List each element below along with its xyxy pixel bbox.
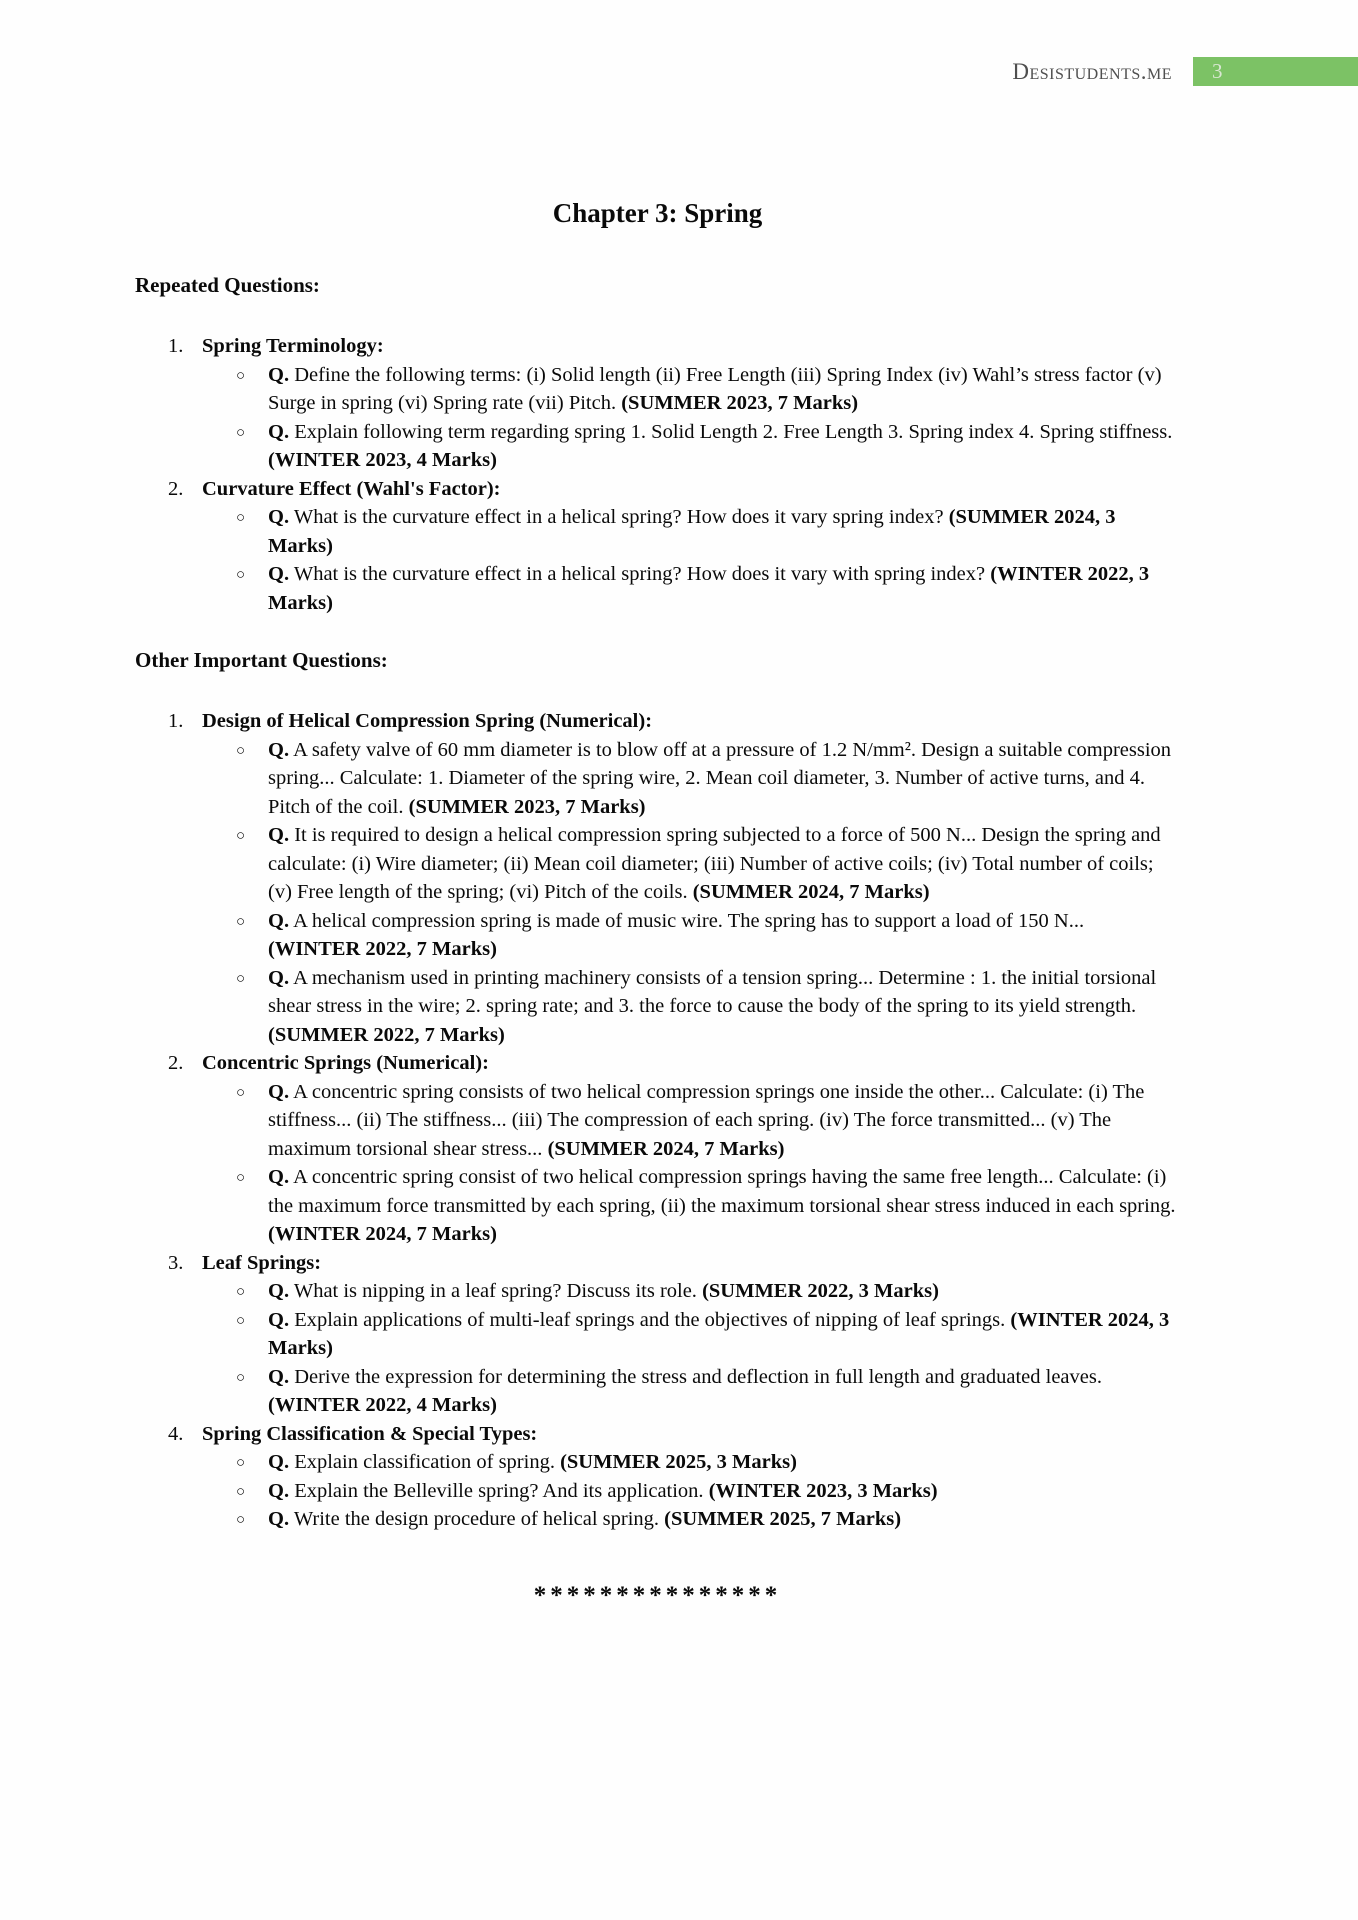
question-label: Q. — [268, 824, 290, 846]
question-label: Q. — [268, 1080, 290, 1103]
topic-title: Concentric Springs (Numerical): — [202, 1052, 489, 1074]
question-row — [135, 361, 1180, 418]
topic-number: 1. — [168, 335, 184, 357]
question-text: A concentric spring consist of two helical compression springs having the same free length... Calculate: (i) the maximum force transmitted by each spring, (ii) the maximum torsional shear stress induced in each spring. — [268, 1166, 1176, 1217]
footer-separator: *************** — [533, 1581, 782, 1609]
page-header — [0, 0, 1358, 86]
question-text: What is the curvature effect in a helical spring? How does it vary spring index? — [293, 506, 944, 528]
bullet-icon: ○ — [236, 510, 246, 526]
question-text: What is the curvature effect in a helical spring? How does it vary with spring index? — [293, 563, 986, 585]
question-row — [135, 1477, 1180, 1506]
question-label: Q. — [268, 738, 290, 761]
question-ref: (WINTER 2023, 4 Marks) — [268, 449, 497, 471]
question-label: Q. — [268, 1451, 290, 1473]
question-ref: (WINTER 2022, 4 Marks) — [268, 1394, 497, 1416]
bullet-icon: ○ — [236, 1483, 246, 1500]
topic-title: Spring Terminology: — [202, 335, 384, 357]
topic-number: 4. — [168, 1422, 184, 1445]
question-label: Q. — [268, 1308, 290, 1331]
question-text: What is nipping in a leaf spring? Discuss its role. — [293, 1280, 697, 1302]
topic-title: Spring Classification & Special Types: — [202, 1422, 538, 1445]
question-ref: (WINTER 2024, 3 Marks) — [268, 1308, 1170, 1359]
bullet-icon: ○ — [236, 1512, 246, 1528]
topic-title: Leaf Springs: — [202, 1251, 322, 1274]
topic-number: 2. — [168, 1052, 184, 1074]
topic-number: 3. — [168, 1251, 184, 1274]
question-ref: (SUMMER 2023, 7 Marks) — [408, 795, 646, 818]
topic-number: 1. — [168, 710, 184, 732]
question-row — [135, 821, 1180, 907]
section-heading-other: Other Important Questions: — [135, 648, 388, 672]
document-content — [135, 196, 1180, 1610]
question-row — [135, 1277, 1180, 1306]
bullet-icon: ○ — [236, 424, 246, 441]
question-text: Explain following term regarding spring 1. Solid Length 2. Free Length 3. Spring index 4. Spring stiffness. — [294, 420, 1173, 443]
question-row — [135, 907, 1180, 964]
question-ref: (SUMMER 2024, 7 Marks) — [692, 881, 930, 903]
question-ref: (SUMMER 2022, 7 Marks) — [268, 1023, 505, 1046]
bullet-icon: ○ — [236, 1369, 246, 1386]
question-ref: (SUMMER 2024, 3 Marks) — [268, 506, 1116, 557]
bullet-icon: ○ — [236, 1455, 246, 1471]
question-row — [135, 1078, 1180, 1164]
section-heading-repeated: Repeated Questions: — [135, 273, 320, 297]
topic-number: 2. — [168, 477, 184, 500]
question-label: Q. — [268, 1166, 290, 1188]
question-row — [135, 964, 1180, 1050]
question-text: Explain applications of multi-leaf springs and the objectives of nipping of leaf springs. — [294, 1308, 1006, 1331]
bullet-icon: ○ — [236, 367, 246, 384]
question-ref: (SUMMER 2024, 7 Marks) — [547, 1137, 785, 1160]
bullet-icon: ○ — [236, 1084, 246, 1101]
question-ref: (SUMMER 2025, 3 Marks) — [560, 1451, 797, 1473]
bullet-icon: ○ — [236, 742, 246, 759]
bullet-icon: ○ — [236, 828, 246, 844]
question-label: Q. — [268, 563, 290, 585]
bullet-icon: ○ — [236, 1312, 246, 1329]
question-label: Q. — [268, 1508, 290, 1530]
question-text: Define the following terms: (i) Solid length (ii) Free Length (iii) Spring Index (iv) Wahl’s stress factor (v) Surge in spring (vi) Spring rate (vii) Pitch. — [268, 363, 1162, 414]
question-row — [135, 503, 1180, 560]
question-text: A mechanism used in printing machinery consists of a tension spring... Determine : 1. the initial torsional shear stress in the wire; 2. spring rate; and 3. the force to cause the body of the spring to its yield strength. — [268, 966, 1157, 1017]
question-ref: (WINTER 2023, 3 Marks) — [708, 1479, 938, 1502]
topics-other — [135, 707, 1180, 1534]
topic-title: Curvature Effect (Wahl's Factor): — [202, 477, 501, 500]
topic-row — [135, 1049, 1180, 1078]
bullet-icon: ○ — [236, 970, 246, 987]
question-text: Explain the Belleville spring? And its application. — [294, 1479, 704, 1502]
topic-title: Design of Helical Compression Spring (Numerical): — [202, 710, 653, 732]
question-label: Q. — [268, 506, 290, 528]
bullet-icon: ○ — [236, 1170, 246, 1186]
topic-row — [135, 475, 1180, 504]
topics-repeated — [135, 332, 1180, 617]
question-label: Q. — [268, 966, 290, 989]
chapter-title: Chapter 3: Spring — [552, 198, 763, 228]
question-text: A safety valve of 60 mm diameter is to blow off at a pressure of 1.2 N/mm². Design a suitable compression spring... Calculate: 1. Diameter of the spring wire, 2. Mean coil diameter, 3. Number of active turns, and 4. Pitch of the coil. — [268, 738, 1172, 818]
question-text: It is required to design a helical compression spring subjected to a force of 500 N... Design the spring and calculate: (i) Wire diameter; (ii) Mean coil diameter; (iii) Number of active coils; (iv) Total number of coils; (v) Free length of the spring; (vi) Pitch of the coils. — [268, 824, 1161, 903]
question-label: Q. — [268, 1365, 290, 1388]
question-text: Explain classification of spring. — [294, 1451, 555, 1473]
question-text: Write the design procedure of helical spring. — [293, 1508, 660, 1530]
question-text: Derive the expression for determining the stress and deflection in full length and graduated leaves. — [294, 1365, 1102, 1388]
question-label: Q. — [268, 420, 290, 443]
topic-row — [135, 1420, 1180, 1449]
bullet-icon: ○ — [236, 567, 246, 583]
question-row — [135, 418, 1180, 475]
topic-row — [135, 707, 1180, 736]
question-row — [135, 1448, 1180, 1477]
question-text: A concentric spring consists of two helical compression springs one inside the other... Calculate: (i) The stiffness... (ii) The stiffness... (iii) The compression of each spring. (iv) The force transmitted... (v) The maximum torsional shear stress... — [268, 1080, 1145, 1160]
topic-row — [135, 332, 1180, 361]
bullet-icon: ○ — [236, 1284, 246, 1300]
page-number: 3 — [1212, 59, 1223, 83]
question-row — [135, 1163, 1180, 1249]
question-label: Q. — [268, 1479, 290, 1502]
question-row — [135, 1363, 1180, 1420]
question-ref: (WINTER 2022, 7 Marks) — [268, 938, 497, 960]
question-row — [135, 736, 1180, 822]
question-text: A helical compression spring is made of music wire. The spring has to support a load of 150 N... — [293, 909, 1085, 932]
question-row — [135, 1505, 1180, 1534]
question-ref: (WINTER 2024, 7 Marks) — [268, 1223, 497, 1245]
question-ref: (SUMMER 2023, 7 Marks) — [621, 392, 859, 414]
question-label: Q. — [268, 363, 290, 386]
question-label: Q. — [268, 1280, 290, 1302]
site-name: Desistudents.me — [1012, 59, 1172, 84]
topic-row — [135, 1249, 1180, 1278]
question-ref: (SUMMER 2022, 3 Marks) — [702, 1280, 939, 1302]
bullet-icon: ○ — [236, 913, 246, 930]
question-ref: (SUMMER 2025, 7 Marks) — [664, 1508, 902, 1530]
question-row — [135, 560, 1180, 617]
question-row — [135, 1306, 1180, 1363]
question-ref: (WINTER 2022, 3 Marks) — [268, 563, 1150, 614]
page-number-badge — [1193, 57, 1358, 86]
question-label: Q. — [268, 909, 290, 932]
